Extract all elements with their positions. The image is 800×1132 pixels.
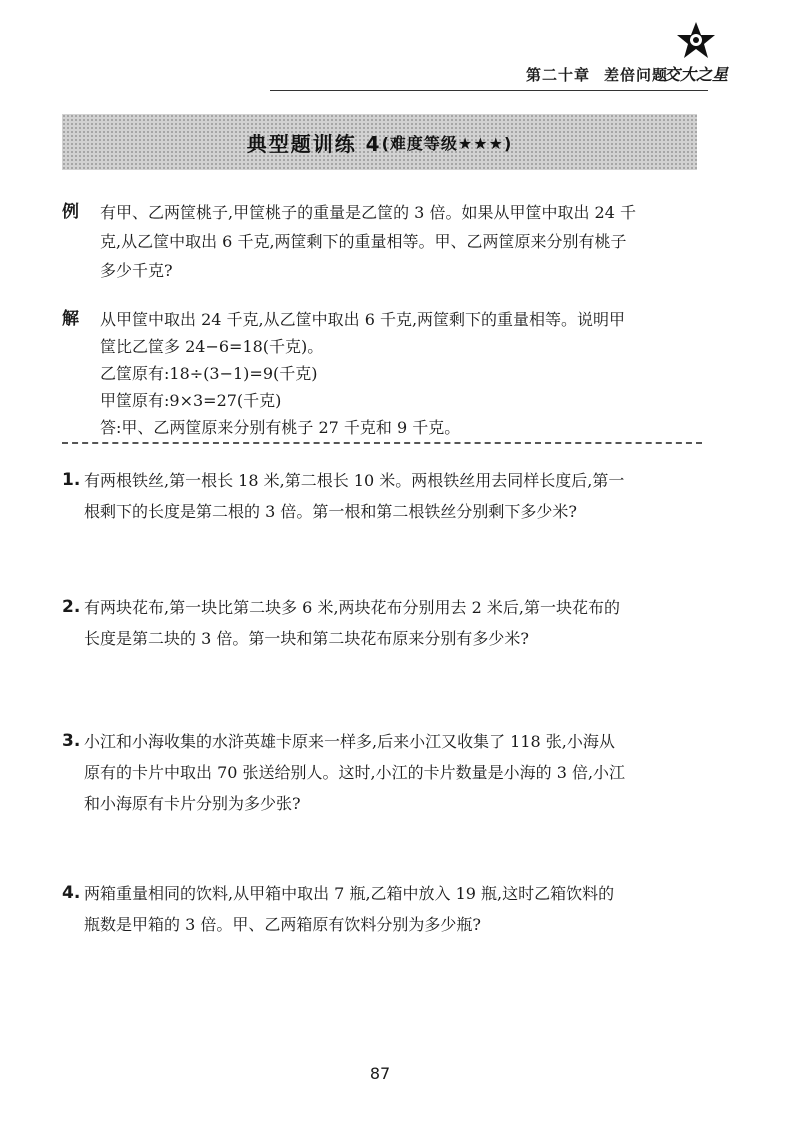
problem-number: 1. xyxy=(62,470,81,490)
problem-number: 4. xyxy=(62,883,81,903)
example-line: 克,从乙筐中取出 6 千克,两筐剩下的重量相等。甲、乙两筐原来分别有桃子 xyxy=(100,232,627,251)
section-banner xyxy=(62,114,697,170)
problem-line: 和小海原有卡片分别为多少张? xyxy=(84,794,301,813)
dashed-divider xyxy=(62,442,702,444)
header-divider xyxy=(270,90,708,91)
topic-label: 差倍问题 xyxy=(603,66,668,84)
logo-text: 交大之星 xyxy=(663,65,728,84)
problem-line: 根剩下的长度是第二根的 3 倍。第一根和第二根铁丝分别剩下多少米? xyxy=(84,502,577,521)
problem-line: 两箱重量相同的饮料,从甲箱中取出 7 瓶,乙箱中放入 19 瓶,这时乙箱饮料的 xyxy=(84,884,615,903)
problem-line: 原有的卡片中取出 70 张送给别人。这时,小江的卡片数量是小海的 3 倍,小江 xyxy=(84,763,626,782)
problem-item xyxy=(62,465,712,527)
problem-line: 长度是第二块的 3 倍。第一块和第二块花布原来分别有多少米? xyxy=(84,629,529,648)
solution-line: 乙筐原有:18÷(3−1)=9(千克) xyxy=(100,364,318,383)
chapter-label: 第二十章 xyxy=(525,66,590,84)
difficulty-label: (难度等级★★★) xyxy=(381,133,513,153)
problem-line: 有两根铁丝,第一根长 18 米,第二根长 10 米。两根铁丝用去同样长度后,第一 xyxy=(84,471,625,490)
problem-line: 瓶数是甲箱的 3 倍。甲、乙两箱原有饮料分别为多少瓶? xyxy=(84,915,481,934)
section-title: 典型题训练 4 xyxy=(246,131,382,156)
running-header xyxy=(512,64,668,85)
example-line: 多少千克? xyxy=(100,261,173,280)
problem-number: 3. xyxy=(62,731,81,751)
problem-line: 有两块花布,第一块比第二块多 6 米,两块花布分别用去 2 米后,第一块花布的 xyxy=(84,598,620,617)
page-number: 87 xyxy=(369,1064,391,1083)
example-label: 例 xyxy=(62,202,79,222)
problem-item xyxy=(62,726,712,819)
problem-line: 小江和小海收集的水浒英雄卡原来一样多,后来小江又收集了 118 张,小海从 xyxy=(84,732,615,751)
solution-line: 甲筐原有:9×3=27(千克) xyxy=(100,391,282,410)
solution-block xyxy=(62,306,712,441)
example-line: 有甲、乙两筐桃子,甲筐桃子的重量是乙筐的 3 倍。如果从甲筐中取出 24 千 xyxy=(100,203,636,222)
problem-item xyxy=(62,592,712,654)
problem-item xyxy=(62,878,712,940)
answer-line: 答:甲、乙两筐原来分别有桃子 27 千克和 9 千克。 xyxy=(100,418,461,437)
solution-line: 从甲筐中取出 24 千克,从乙筐中取出 6 千克,两筐剩下的重量相等。说明甲 xyxy=(100,310,626,329)
solution-label: 解 xyxy=(62,309,79,329)
problem-number: 2. xyxy=(62,597,81,617)
star-logo-icon xyxy=(674,20,718,60)
solution-line: 筐比乙筐多 24−6=18(千克)。 xyxy=(100,337,324,356)
example-block xyxy=(62,198,712,285)
